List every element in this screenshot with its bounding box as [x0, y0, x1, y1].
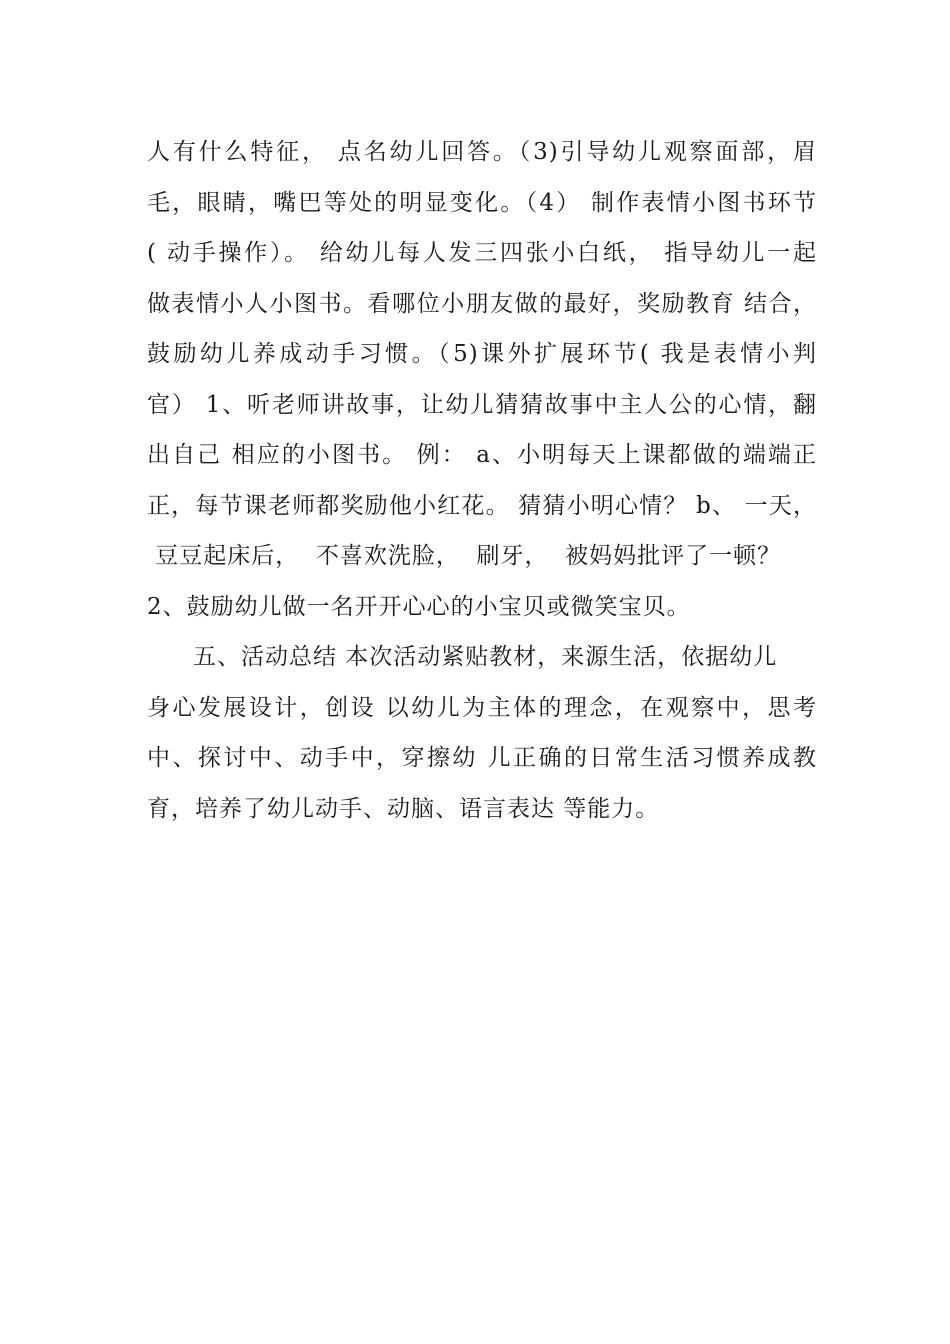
text-line: 正，每节课老师都奖励他小红花。 猜猜小明心情？ b、 一天， — [147, 492, 817, 519]
section-heading-line: 五、活动总结 本次活动紧贴教材，来源生活，依据幼儿 — [193, 644, 778, 670]
text-line: 身心发展设计，创设 以幼儿为主体的理念，在观察中，思考 — [147, 694, 817, 721]
text-line: 官） 1、听老师讲故事，让幼儿猜猜故事中主人公的心情，翻 — [147, 391, 817, 418]
text-line: 2、鼓励幼儿做一名开开心心的小宝贝或微笑宝贝。 — [147, 593, 691, 620]
body-text — [147, 127, 817, 834]
text-line: 做表情小人小图书。看哪位小朋友做的最好，奖励教育 结合， — [147, 290, 817, 317]
text-line: 鼓励幼儿养成动手习惯。（5)课外扩展环节( 我是表情小判 — [147, 341, 817, 367]
text-line: ( 动手操作）。 给幼儿每人发三四张小白纸， 指导幼儿一起 — [147, 240, 817, 266]
text-line: 人有什么特征， 点名幼儿回答。（3)引导幼儿观察面部，眉 — [147, 139, 817, 165]
text-line: 豆豆起床后， 不喜欢洗脸， 刷牙， 被妈妈批评了一顿？ — [147, 543, 782, 569]
text-line: 中、探讨中、动手中，穿擦幼 儿正确的日常生活习惯养成教 — [147, 745, 817, 771]
text-line: 毛，眼睛，嘴巴等处的明显变化。（4） 制作表情小图书环节 — [147, 189, 817, 216]
text-line: 育，培养了幼儿动手、动脑、语言表达 等能力。 — [147, 795, 660, 822]
text-line: 出自己 相应的小图书。 例： a、小明每天上课都做的端端正 — [147, 442, 817, 468]
